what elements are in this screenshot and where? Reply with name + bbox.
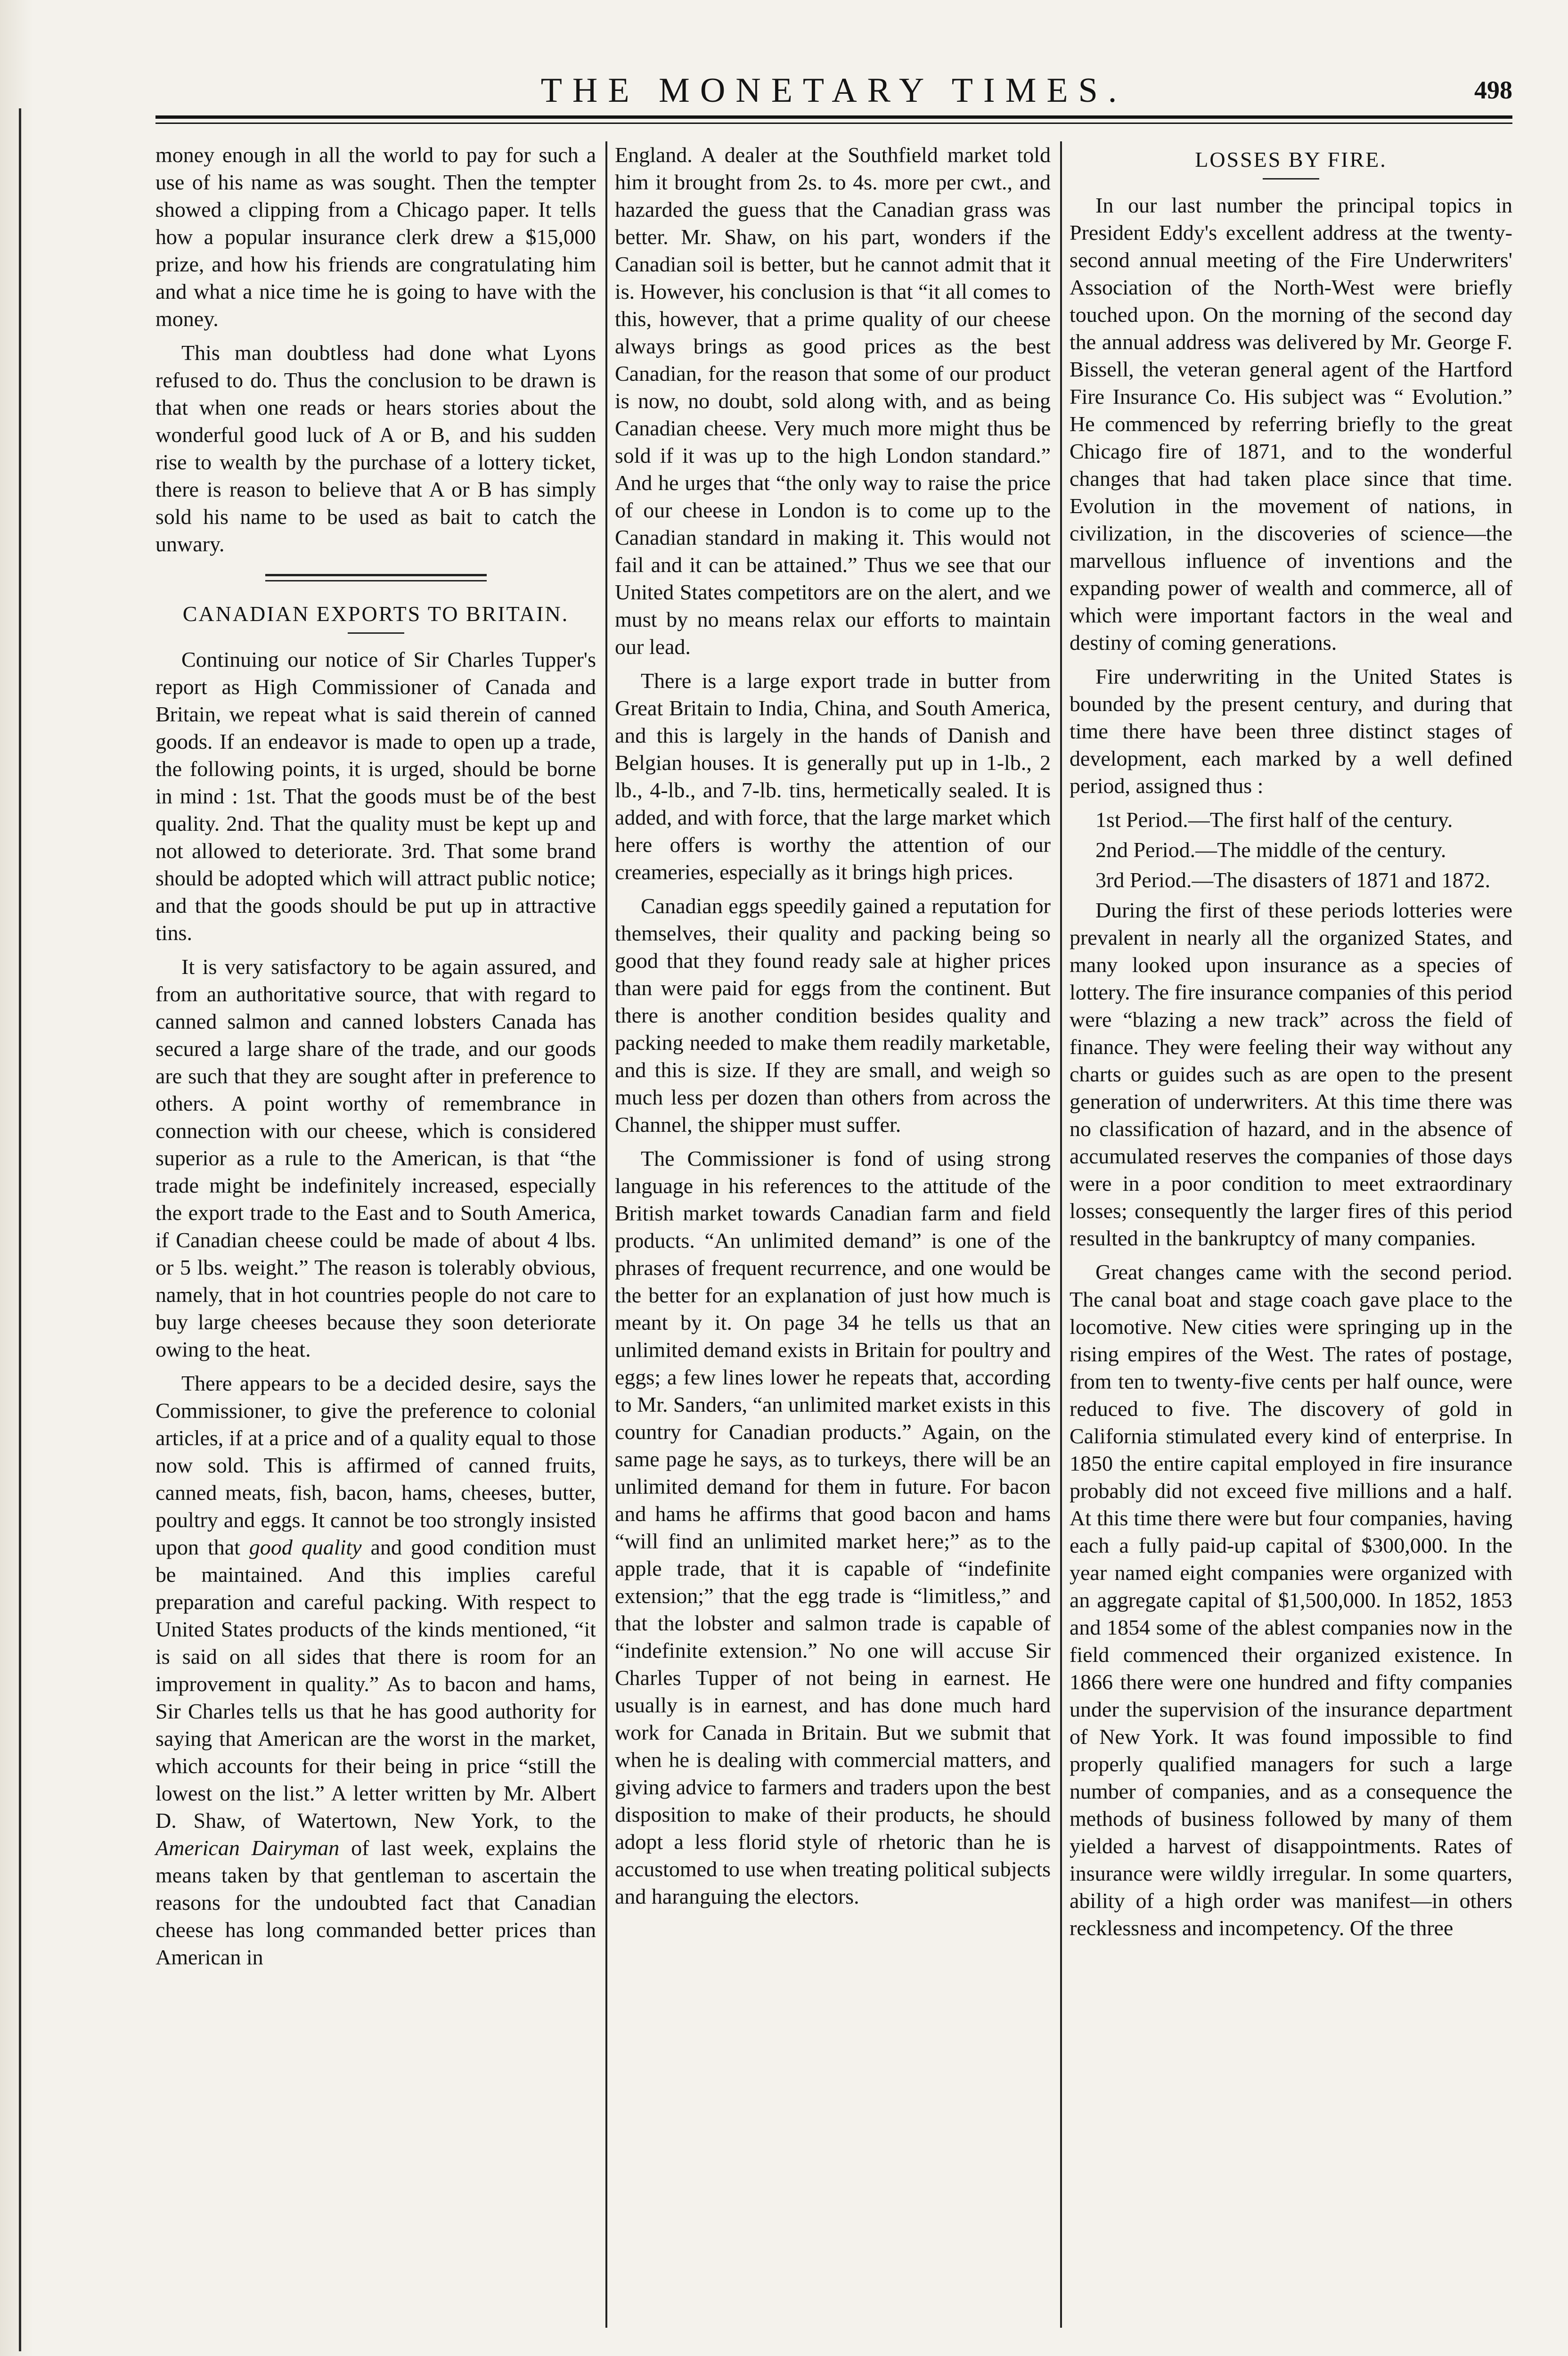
- page-edge: [0, 0, 33, 2356]
- column-2: [615, 141, 1051, 1917]
- binding-edge-line: [19, 108, 21, 2351]
- paragraph: England. A dealer at the Southfield market told him it brought from 2s. to 4s. more per cwt., and hazarded the guess that the Canadian grass was better. Mr. Shaw, on his part, wonders if the Canadian soil is better, but he cannot admit that it is. However, his conclusion is that “it all comes to this, however, that a prime quality of our cheese always brings as good prices as the best Canadian, for the reason that some of our product is now, no doubt, sold along with, and as being Canadian cheese. Very much more might thus be sold if it was up to the high London standard.” And he urges that “the only way to raise the price of our cheese in London is to come up to the Canadian standard in making it. This would not fail and it can be attained.” Thus we see that our United States competitors are on the alert, and we must by no means relax our efforts to maintain our lead.: [615, 143, 1051, 659]
- header-rule-thin: [155, 123, 1512, 124]
- paragraph: The Commissioner is fond of using strong language in his references to the attitude of the British market towards Canadian farm and field products. “An unlimited demand” is one of the phrases of frequent recurrence, and one would be the better for an explanation of just how much is meant by it. On page 34 he tells us that an unlimited demand exists in Britain for poultry and eggs; a few lines lower he repeats that, according to Mr. Sanders, “an unlimited market exists in this country for Canadian products.” Again, on the same page he says, as to turkeys, there will be an unlimited demand for them in future. For bacon and hams he affirms that good bacon and hams “will find an unlimited market here;” as to the apple trade, that it is capable of “indefinite extension;” that the egg trade is “limitless,” and that the lobster and salmon trade is capable of “indefinite extension.” No one will accuse Sir Charles Tupper of not being in earnest. He usually is in earnest, and has done much hard work for Canada in Britain. But we submit that when he is dealing with commercial matters, and giving advice to farmers and traders upon the best disposition to make of their products, he should adopt a less florid style of rhetoric than he is accustomed to use when treating political subjects and haranguing the electors.: [615, 1146, 1051, 1908]
- paragraph: During the first of these periods lotteries were prevalent in nearly all the organized States, and many looked upon insurance as a species of lottery. The fire insurance companies of this period were “blazing a new track” across the field of finance. They were feeling their way without any charts or guides such as are open to the present generation of underwriters. At this time there was no classification of hazard, and in the absence of accumulated reserves the companies of those days were in a poor condition to meet extraordinary losses; consequently the larger fires of this period resulted in the bankruptcy of many companies.: [1070, 898, 1512, 1250]
- paragraph: There appears to be a decided desire, says the Commissioner, to give the preference to colonial articles, if at a price and of a quality equal to those now sold. This is affirmed of canned fruits, canned meats, fish, bacon, hams, cheeses, butter, poultry and eggs. It cannot be too strongly insisted upon that good quality and good condition must be maintained. And this implies careful preparation and careful packing. With respect to United States products of the kinds mentioned, “it is said on all sides that there is room for an improvement in quality.” As to bacon and hams, Sir Charles tells us that he has good authority for saying that American are the worst in the market, which accounts for their being in price “still the lowest on the list.” A letter written by Mr. Albert D. Shaw, of Watertown, New York, to the American Dairyman of last week, explains the means taken by that gentleman to ascertain the reasons for the undoubted fact that Canadian cheese has long commanded better prices than American in: [155, 1371, 596, 1969]
- section-heading: CANADIAN EXPORTS TO BRITAIN.: [182, 602, 569, 626]
- period-item: 3rd Period.—The disasters of 1871 and 1872.: [1095, 868, 1491, 892]
- paragraph: In our last number the principal topics in President Eddy's excellent address at the twenty-second annual meeting of the Fire Underwriters' Association of the North-West were briefly touched upon. On the morning of the second day the annual address was delivered by Mr. George F. Bissell, the veteran general agent of the Hartford Fire Insurance Co. His subject was “ Evolution.” He commenced by referring briefly to the great Chicago fire of 1871, and to the wonderful changes that had taken place since that time. Evolution in the movement of nations, in civilization, in the discoveries of science—the marvellous influence of inventions and the expanding power of wealth and commerce, all of which were important factors in the weal and destiny of coming generations.: [1070, 193, 1512, 654]
- column-divider-2: [1060, 141, 1062, 2328]
- section-heading: LOSSES BY FIRE.: [1195, 147, 1387, 172]
- header-rule-thick: [155, 115, 1512, 119]
- paragraph: Fire underwriting in the United States is bounded by the present century, and during that time there have been three distinct stages of development, each marked by a well defined period, assigned thus :: [1070, 664, 1512, 798]
- column-divider-1: [605, 141, 607, 2328]
- paragraph: Canadian eggs speedily gained a reputation for themselves, their quality and packing being so good that they found ready sale at higher prices than were paid for eggs from the continent. But there is another condition besides quality and packing needed to make them readily marketable, and this is size. If they are small, and weigh so much less per dozen than others from across the Channel, the shipper must suffer.: [615, 894, 1051, 1137]
- paragraph: money enough in all the world to pay for such a use of his name as was sought. Then the tempter showed a clipping from a Chicago paper. It tells how a popular insurance clerk drew a $15,000 prize, and how his friends are congratulating him and what a nice time he is going to have with the money.: [155, 143, 596, 331]
- column-1: [155, 141, 596, 1978]
- paragraph: There is a large export trade in butter from Great Britain to India, China, and South America, and this is largely in the hands of Danish and Belgian houses. It is generally put up in 1-lb., 2 lb., 4-lb., and 7-lb. tins, hermetically sealed. It is added, and with force, that the large market which here offers is worthy the attention of our creameries, especially as it brings high prices.: [615, 669, 1051, 884]
- masthead: THE MONETARY TIMES.: [540, 71, 1127, 110]
- publication-title: American Dairyman: [155, 1836, 340, 1860]
- heading-rule: [348, 632, 404, 634]
- column-3: [1070, 141, 1512, 1948]
- paragraph: This man doubtless had done what Lyons refused to do. Thus the conclusion to be drawn is that when one reads or hears stories about the wonderful good luck of A or B, and his sudden rise to wealth by the purchase of a lottery ticket, there is reason to believe that A or B has simply sold his name to be used as bait to catch the unwary.: [155, 341, 596, 556]
- period-item: 2nd Period.—The middle of the century.: [1095, 838, 1446, 862]
- period-item: 1st Period.—The first half of the century.: [1095, 808, 1453, 832]
- paragraph: It is very satisfactory to be again assured, and from an authoritative source, that with regard to canned salmon and canned lobsters Canada has secured a large share of the trade, and our goods are such that they are sought after in preference to others. A point worthy of remembrance in connection with our cheese, which is considered superior as a rule to the American, is that “the trade might be indefinitely increased, especially the export trade to the East and to South America, if Canadian cheese could be made of about 4 lbs. or 5 lbs. weight.” The reason is tolerably obvious, namely, that in hot countries people do not care to buy large cheeses because they soon deteriorate owing to the heat.: [155, 955, 596, 1361]
- paragraph: Continuing our notice of Sir Charles Tupper's report as High Commissioner of Canada and Britain, we repeat what is said therein of canned goods. If an endeavor is made to open up a trade, the following points, it is urged, should be borne in mind : 1st. That the goods must be of the best quality. 2nd. That the quality must be kept up and not allowed to deteriorate. 3rd. That some brand should be adopted which will attract public notice; and that the goods should be put up in attractive tins.: [155, 647, 596, 945]
- page-number: 498: [1474, 76, 1512, 104]
- emphasis: good quality: [249, 1535, 362, 1559]
- page-header: [155, 61, 1512, 113]
- heading-rule: [1263, 178, 1319, 180]
- paragraph: Great changes came with the second period. The canal boat and stage coach gave place to the locomotive. New cities were springing up in the rising empires of the West. The rates of postage, from ten to twenty-five cents per half ounce, were reduced to five. The discovery of gold in California stimulated every kind of enterprise. In 1850 the entire capital employed in fire insurance probably did not exceed five millions and a half. At this time there were but four companies, having each a fully paid-up capital of $300,000. In the year named eight companies were organized with an aggregate capital of $1,500,000. In 1852, 1853 and 1854 some of the ablest companies now in the field commenced their organized existence. In 1866 there were one hundred and fifty companies under the supervision of the insurance department of New York. It was found impossible to find properly qualified managers for such a large number of companies, and as a consequence the methods of business followed by many of them yielded a harvest of disappointments. Rates of insurance were wildly irregular. In some quarters, ability of a high order was manifest—in others recklessness and incompetency. Of the three: [1070, 1260, 1512, 1940]
- section-separator: [265, 574, 487, 581]
